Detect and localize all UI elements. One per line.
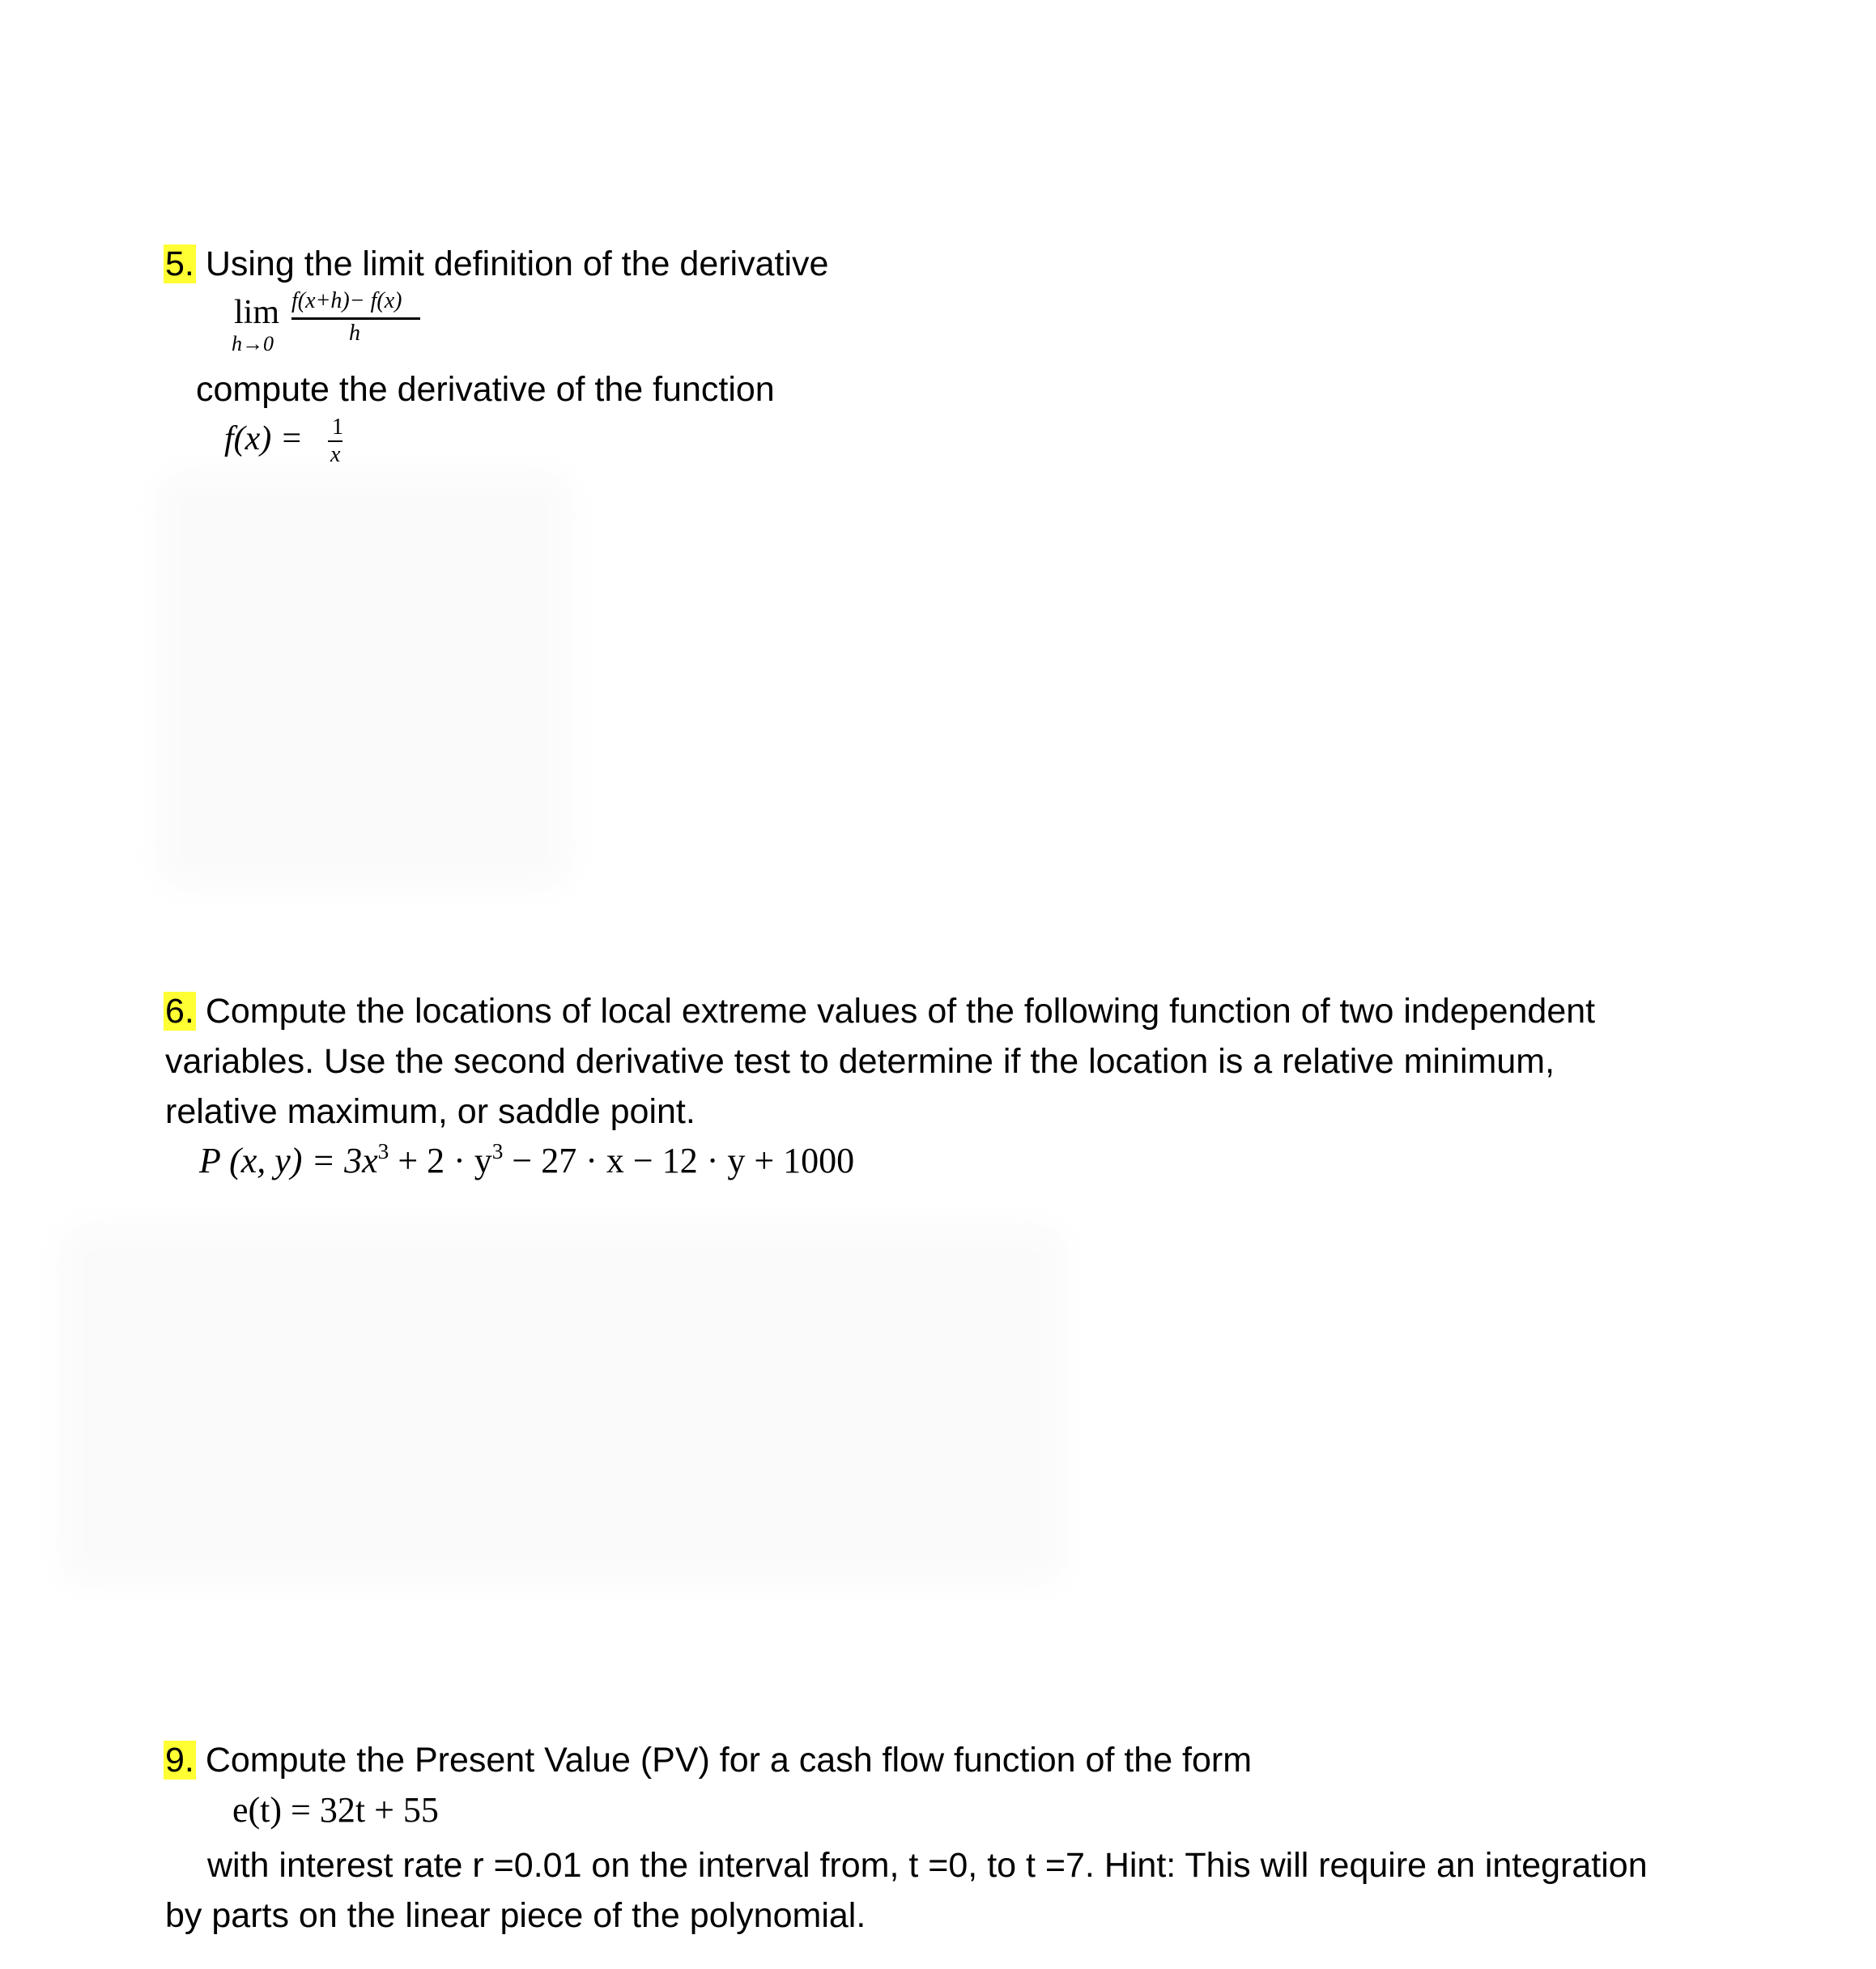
question-6-line-2: variables. Use the second derivative test to determine if the location is a relative minimum, xyxy=(165,1042,1555,1081)
question-6-line-1 xyxy=(164,986,1595,1036)
exponent: 3 xyxy=(377,1139,389,1164)
question-number: 6. xyxy=(165,992,194,1031)
question-text: Compute the locations of local extreme values of the following function of two independent xyxy=(205,992,1596,1031)
formula-rhs: − 27 · x − 12 · y + 1000 xyxy=(503,1141,855,1180)
erased-smudge xyxy=(57,1223,1069,1587)
question-number: 5. xyxy=(165,245,194,283)
question-9-line-2: with interest rate r =0.01 on the interval from, t =0, to t =7. Hint: This will require an integration xyxy=(207,1846,1648,1885)
question-5-instruction: compute the derivative of the function xyxy=(196,370,775,409)
erased-smudge xyxy=(154,470,575,891)
limit-denominator: h xyxy=(349,321,360,346)
fraction-bar xyxy=(291,317,420,320)
exponent: 3 xyxy=(491,1139,504,1164)
question-6-line-3: relative maximum, or saddle point. xyxy=(165,1092,696,1131)
limit-numerator: f(x+h)− f(x) xyxy=(291,288,402,313)
cash-flow-function: e(t) = 32t + 55 xyxy=(232,1790,439,1830)
question-prompt: Compute the Present Value (PV) for a cash flow function of the form xyxy=(205,1741,1253,1780)
limit-subscript: h→0 xyxy=(232,332,274,355)
question-prompt: Using the limit definition of the derivative xyxy=(205,245,829,283)
formula-lhs: P (x, y) = 3x xyxy=(199,1141,378,1180)
question-9-line-3: by parts on the linear piece of the polynomial. xyxy=(165,1896,866,1935)
question-9-heading xyxy=(164,1735,1252,1785)
question-5-heading xyxy=(164,239,828,289)
profit-function xyxy=(199,1140,854,1181)
function-numerator: 1 xyxy=(332,415,343,440)
limit-operator: lim xyxy=(234,294,280,331)
question-number: 9. xyxy=(165,1741,194,1780)
function-lhs: f(x) = xyxy=(224,420,304,457)
function-denominator: x xyxy=(330,442,341,467)
formula-mid: + 2 · y xyxy=(389,1141,492,1180)
